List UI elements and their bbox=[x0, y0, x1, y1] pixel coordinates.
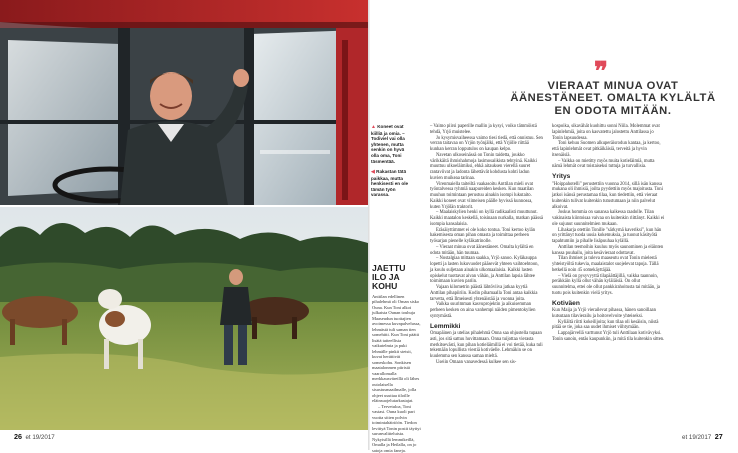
pull-quote: VIERAAT MINUA OVAT ÄÄNESTÄNEET. OMALTA KYLÄLTÄ EN ODOTA MITÄÄN. bbox=[510, 80, 716, 117]
paragraph: – Vaikka on mietitty myös muita kotieläimiä, mutta nämä lehmät ovat toistaiseksi tuttuja ja turvallisia. bbox=[552, 158, 655, 170]
paragraph: – Vielä on pysyvyyttä tilapäättäjillä, vaikka taannoin, peräkkäin kyllä ollut vähän kyläläisiä. On ollut suunnitelma, ettei ole ollut pankkirahoitusta tai mitään, ja tuotu pois kuitenkin vielä yritys. bbox=[552, 273, 660, 296]
paragraph: Anttilan edellinen pihalehmä oli Oman sisko Ouna. Kun Toni alkoi julkaista Ounan touhuja Maaseudun tuottajien avoimessa kuvapalvelussa, lehmästä tuli saman tien somehitti. Kun Toni päätti lisätä taiteellisia vaikutelmia ja puki lehmälle pinkit stetsit, kuvat herättivät someskohu. Sonkisen maatalonmen piiristä vaarallomalla merkkausväreillä oli lähes outolaisella sisustusmaailmalle, jolla ohjeet usuttaa tiloille eläinsuojelutarkastajat. bbox=[372, 293, 421, 404]
paragraph: kospoika, sikavähät kuohittu sonni Niila. Molemmat ovat lapinlehmiä, joita on kasvatettu jalostettu Anttilassa jo Tonin lapsuudessa. bbox=[552, 124, 660, 141]
issue-label-left: et 19/2017 bbox=[25, 434, 55, 441]
paragraph: Lihakarja otettiin Tonille "särkymä kaveriksi", kun hän on yrittänyt tuoda uusia kokemuksia, ja tuonut käsityötä tapahtumiin ja pihalle lisäpuuhaa kylällä. bbox=[552, 227, 662, 245]
article-column-left bbox=[372, 262, 422, 453]
tractor-cab-illustration bbox=[0, 0, 368, 205]
paragraph: "Hoippahotelli" perustettiin vuonna 2014, sillä isän kanssa mukana oli ihmisiä, joilta pyydettiin myös majoitusta. Toni jatkoi isänsä perustamaa tilaa, kun tiedettiin, että vieraat kuitenkin tulivat kuitenkin tutustumaan ja niin palvelut alkoivat. bbox=[552, 181, 663, 210]
paragraph: Virenmaiella taiteiltä vaakasoitu Anttilan mieli ovat työntalvessa ryhmiä naapureiden kesken. Kun maatilan muuhun toimintaan perustuu ainakin isompi lukutaito. Kaikki koneet ovat viimeisen päälle hyvissä kunnossa, kuten Yrjölän traktorit. bbox=[430, 181, 534, 210]
page-number-left: 26 bbox=[14, 432, 22, 441]
paragraph: – Maalaiskylien henki on kyllä radikaalisti muuttunut. Kaikki maatalon keskellä, toisinaan nurkalla, matkan päässä isompia kansalaisia. bbox=[430, 210, 543, 227]
tractor-cab-photo bbox=[0, 0, 368, 205]
quote-mark-icon: ❞ bbox=[594, 57, 606, 86]
paragraph: – Tervetuloa, Toni vastasi. Ouna kuoli pari vuotta sitten polvin toimintahäiriöön. Tiedon levittyä Tonin postit täyttyi surunvalitteluista. Nykyisillä lemmikeillä, Omalla ja Heilalla, on jo satoja omia faneja. bbox=[372, 403, 421, 453]
paragraph: – Nostalgiaa mittaan saakka, Yrjö sanoo. Kyläkauppa lopetti ja lasten lukuvuodet pääsevät yhteen vaihtoehtoon, ja koulu suljetaan ainakin ulkomaalaisia. Kaikki lasten opiskelut tuottavat aivan vähän, ja Anttilan lapsia lähtee toimimaan kuvien pariin. bbox=[430, 256, 539, 285]
photo-caption-tractor bbox=[371, 124, 411, 164]
paragraph: Toni kehuu Suomen alkuperäisrodun kantaa, ja kertoo, että lapinlehmät ovat pitkäikäisiä, terveitä ja hyvin itsenäisiä. bbox=[552, 141, 661, 158]
folio-right bbox=[682, 433, 723, 442]
paragraph: – Vieraat minua ovat äänestäneet. Omalta kylältä en odota mitään, hän tuumaa. bbox=[430, 244, 534, 256]
folio-left bbox=[14, 433, 55, 442]
paragraph: Joskus hommia on sanansa kaikessa raadolle. Tilan vakinaista kiintoisaa vaivaa on kuitenkin riittänyt. Kaikki ei ole sujunut suunnitelmien mukaan. bbox=[552, 210, 665, 227]
subheading-kotivaen: Kotiväen bbox=[552, 299, 580, 307]
paragraph: Kyliältä riitti kokeilijoita; kun tilaa oli kesäisin, niistä pitää se tie, joka saa uudet ihmiset viihtymään. bbox=[552, 319, 659, 331]
cows-field-photo bbox=[0, 207, 368, 430]
paragraph: Lappajärvellä varttunut Yrjö tuli Anttilaan kotivävyksi. Tonin sanoin, entäs kaupunkiin, ja mitä tila kuitenkin sitten. bbox=[552, 331, 665, 342]
caption-pointer-icon: ◀ bbox=[371, 169, 375, 175]
paragraph: Vaikka suurimman kasvuprojektin ja aikuisemman perheen kesken on aina vanhempi näiden pimentokylien syntymästä. bbox=[430, 302, 536, 319]
caption-pointer-icon: ▲ bbox=[371, 124, 376, 130]
section-heading: JAETTU ILO JA KOHU bbox=[372, 263, 406, 292]
paragraph: Navetan ulkoseinässä on Tonin taidetta, joukko värikkäitä ihmishahmoja lasimosaiikista tehtyinä. Kaikki muuttuu ulkoeläimiksi, ehkä aitauksen vierellä suuret rantaviivat ja ladonta lähettävät kohdusta kohti ladun kuvien muikeaa tarinaa. bbox=[430, 152, 537, 181]
paragraph: Vajaan kilometrin päästä lähtöviiva jatkaa kyytiä Anttilan pihapiiriin. Kodin pihamaalla Toni antaa kaikkia tarvetta, että Ilmeisesti yhtenäistää ja vuonna joita. bbox=[430, 285, 538, 302]
paragraph: Eräsäiyttimmet ei ole koko tontua. Toni kertoo kylän hakemisesta oman pihan omasta ja toimittaa perheen työsarjan pienelle kyläkatrinolle. bbox=[430, 227, 536, 244]
paragraph: Kun Maija ja Yrjö vierailevat pihassa, hänen sanoillaan kutsutaan tilavierailu ja hoitovelvoite yhteiseksi. bbox=[552, 308, 656, 319]
paragraph: Jo kysymisvaiheessa vaimo tiesi tiedä, että onnistuu. Sen verran taitavaa on Yrjön työnjälki, että Yrjölle riittää kunhan kerran lopputulos on kaupan kelpo. bbox=[430, 135, 543, 152]
paragraph: Omapäinen ja utelias pihalehmä Onna saa ohjustella tupaan asti, jos sitä sattuu huvittamaan. Onna tuijottaa vierasta merkitsevästi, kun pihan kotieläimillä ei voi tietää, kuka tuli tekemään lopullista viestiä kotiväelle. Lehmäkin se on kuulemma sen kanssa samaa mieltä. bbox=[430, 331, 543, 360]
caption-text: Koneet ovat kiilliä ja omia. – Todiviel vai olla yhtenen, mutta senkin on hyvä olla oma, Toni täsmentää. bbox=[371, 124, 405, 164]
paragraph: Tilan ihmiset ja tuleva maaseutu ovat Tonin mielestä yhteistyöltä tukevia, maalaistalot suojelevat tapoja. Tällä hetkellä noin 45 somekäyttäjää. bbox=[552, 256, 659, 273]
paragraph: Useiin Omaan vanavedessä kulkee sen sis- bbox=[436, 359, 517, 365]
paragraph: Anttilan teemoihin kuuluu myös saunominen ja eläinten kanssa puuhailu, joita kesävieraat odottavat. bbox=[552, 244, 664, 256]
subheading-lemmikki: Lemmikki bbox=[430, 322, 461, 330]
page-number-right: 27 bbox=[714, 432, 723, 441]
issue-label-right: et 19/2017 bbox=[682, 434, 712, 441]
article-column-right bbox=[552, 124, 665, 343]
photo-caption-cows bbox=[371, 169, 411, 198]
article-column-middle bbox=[430, 124, 543, 366]
cows-field-illustration bbox=[0, 207, 368, 430]
page-gutter bbox=[368, 0, 370, 450]
paragraph: – Vaimo piirsi paperille mallin ja kysyi, voiko tämmöistä tehdä, Yrjö muistelee. bbox=[430, 124, 537, 135]
caption-text: Rakastan tätä paikkaa, mutta henkisesti en ole tämän työn varassa. bbox=[371, 169, 409, 198]
subheading-yritys: Yritys bbox=[552, 173, 571, 180]
